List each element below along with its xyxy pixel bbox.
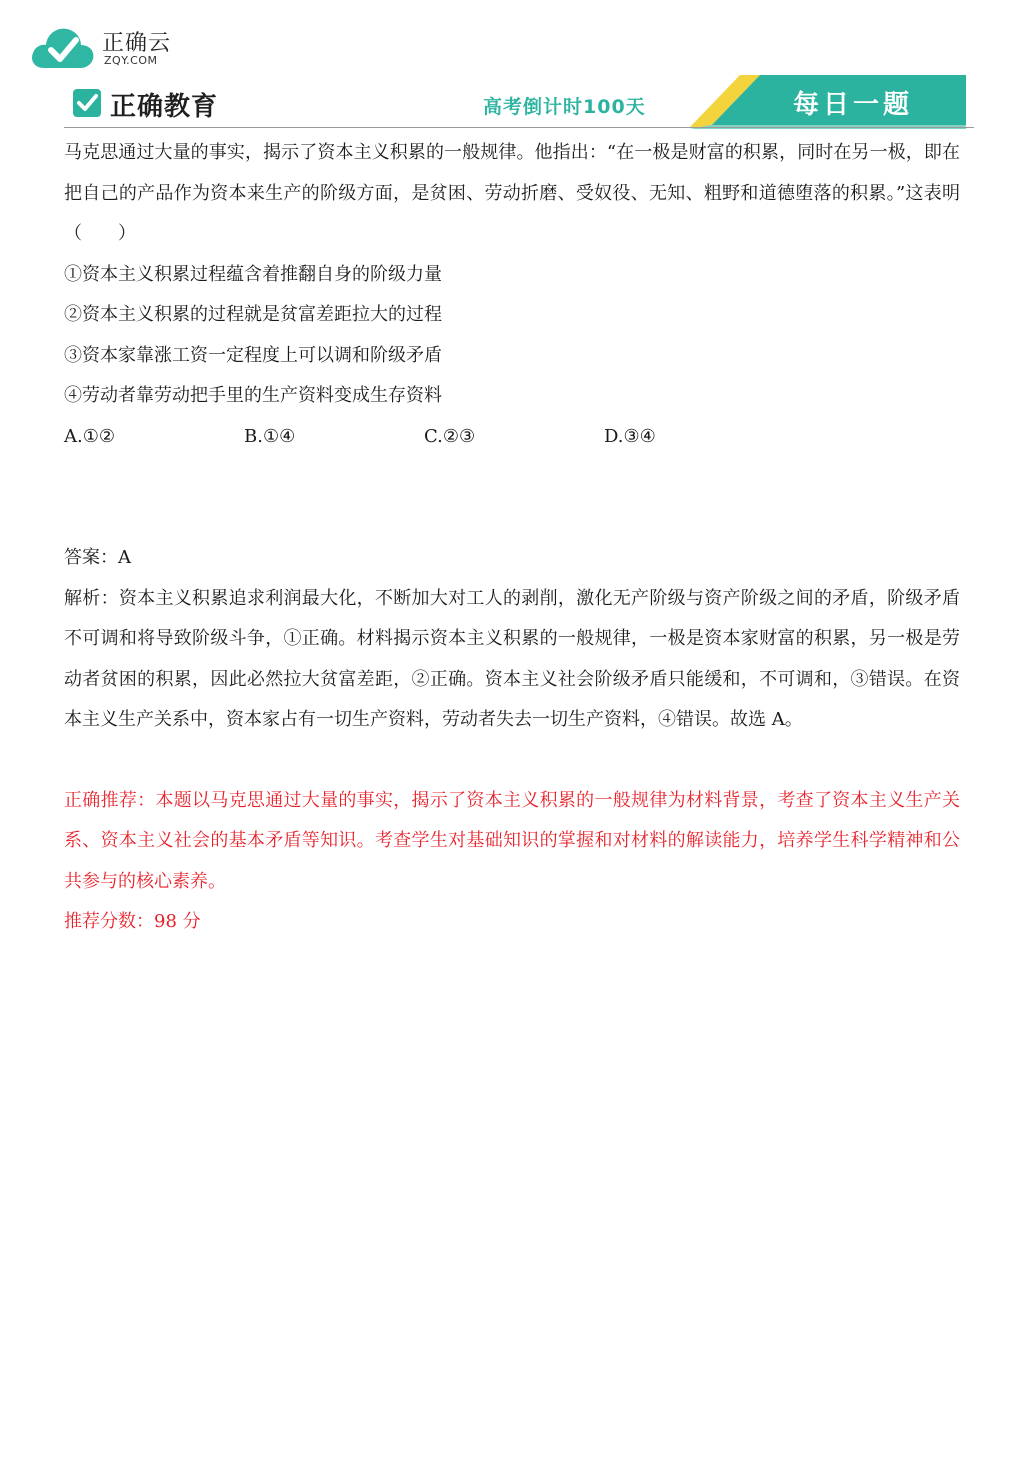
brand-name: 正确教育 — [110, 92, 219, 122]
logo-name: 正确云 — [102, 31, 172, 56]
statement-2: ②资本主义积累的过程就是贫富差距拉大的过程 — [64, 304, 442, 325]
zqy-logo — [30, 22, 190, 74]
option-c: C.②③ — [424, 425, 476, 447]
option-a: A.①② — [64, 425, 115, 447]
option-d: D.③④ — [604, 425, 656, 447]
banner-title: 每日一题 — [792, 90, 913, 120]
checkbox-icon — [72, 88, 102, 118]
statement-3: ③资本家靠涨工资一定程度上可以调和阶级矛盾 — [64, 344, 442, 366]
question-stem: 马克思通过大量的事实，揭示了资本主义积累的一般规律。他指出：“在一极是财富的积累，同时在另一极，即在把自己的产品作为资本来生产的阶级方面，是贫困、劳动折磨、受奴役、无知、粗野和道德堕落的积累。”这表明（ ） — [64, 142, 960, 244]
statement-1: ①资本主义积累过程蕴含着推翻自身的阶级力量 — [64, 263, 442, 285]
question-content — [64, 133, 960, 943]
answer-options — [64, 417, 960, 458]
header-divider — [64, 127, 974, 128]
recommendation-score: 推荐分数：98 分 — [64, 911, 201, 932]
recommendation-text: 正确推荐：本题以马克思通过大量的事实，揭示了资本主义积累的一般规律为材料背景，考查了资本主义生产关系、资本主义社会的基本矛盾等知识。考查学生对基础知识的掌握和对材料的解读能力，培养学生科学精神和公共参与的核心素养。 — [64, 789, 960, 892]
answer-label: 答案：A — [64, 547, 131, 568]
option-b: B.①④ — [244, 425, 296, 447]
logo-domain: ZQY.COM — [104, 54, 158, 67]
cloud-check-icon — [30, 22, 96, 72]
answer-analysis: 解析：资本主义积累追求利润最大化，不断加大对工人的剥削，激化无产阶级与资产阶级之间的矛盾，阶级矛盾不可调和将导致阶级斗争，①正确。材料揭示资本主义积累的一般规律，一极是资本家财富的积累，另一极是劳动者贫困的积累，因此必然拉大贫富差距，②正确。资本主义社会阶级矛盾只能缓和，不可调和，③错误。在资本主义生产关系中，资本家占有一切生产资料，劳动者失去一切生产资料，④错误。故选 A。 — [64, 587, 960, 730]
countdown-text: 高考倒计时100天 — [483, 96, 646, 118]
statement-4: ④劳动者靠劳动把手里的生产资料变成生存资料 — [64, 385, 442, 406]
